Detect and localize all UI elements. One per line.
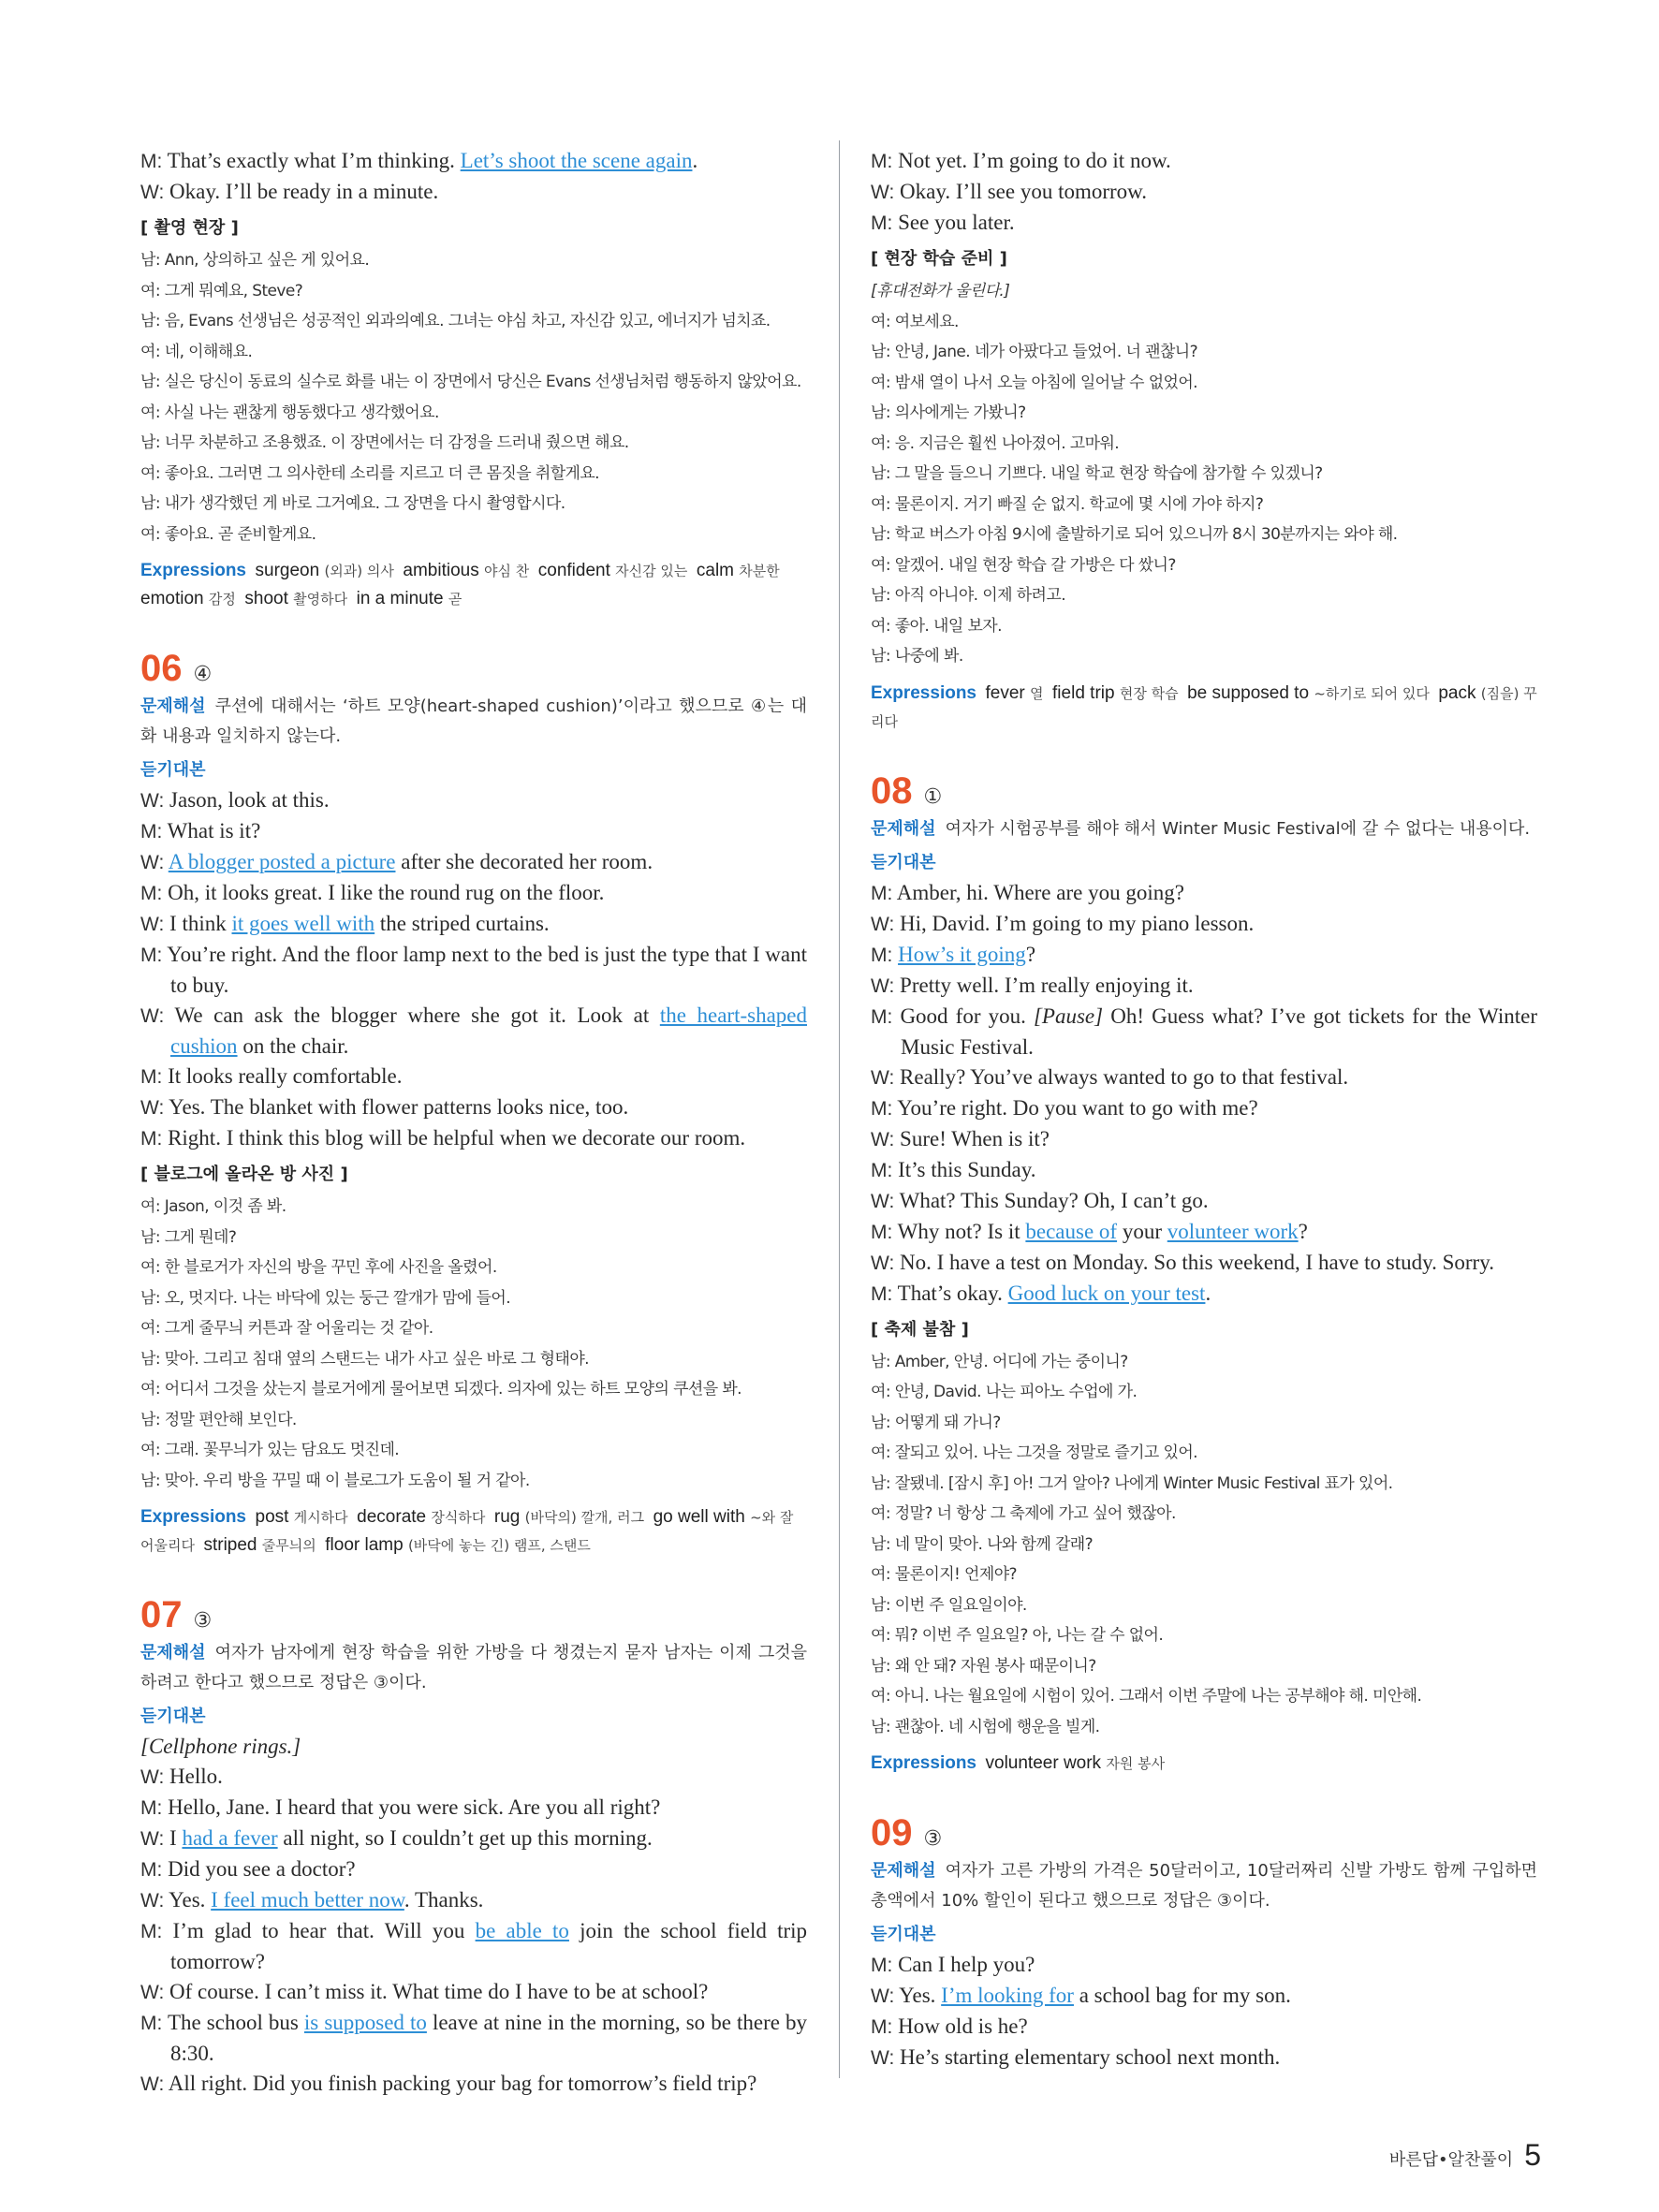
dialogue-line xyxy=(140,2008,807,2069)
stage-direction: [Pause] xyxy=(1033,1003,1104,1028)
line-text: Jason, look at this. xyxy=(164,788,330,812)
translation-heading: [ 촬영 현장 ] xyxy=(140,218,239,238)
translation xyxy=(871,307,1537,672)
expression-term: fever xyxy=(985,682,1025,703)
script-label: 듣기대본 xyxy=(140,760,206,780)
translation-line: 남: 잘됐네. [잠시 후] 아! 그거 알아? 나에게 Winter Music Festival 표가 있어. xyxy=(871,1473,1393,1493)
explanation xyxy=(140,692,807,752)
speaker: W: xyxy=(140,1097,165,1119)
speaker: W: xyxy=(871,182,895,203)
line-text: Can I help you? xyxy=(892,1953,1035,1976)
line-text: ? xyxy=(1298,1219,1308,1243)
speaker: M: xyxy=(140,1797,163,1819)
line-text: Hi, David. I’m going to my piano lesson. xyxy=(894,911,1255,935)
translation-line: 남: 정말 편안해 보인다. xyxy=(140,1410,297,1429)
expression-term: striped xyxy=(203,1535,257,1555)
dialogue-line xyxy=(871,1279,1537,1310)
expression-meaning: ~하기로 되어 있다 xyxy=(1314,684,1430,702)
line-text: Yes. xyxy=(164,1888,212,1912)
line-text: That’s exactly what I’m thinking. xyxy=(162,149,461,172)
blank-answer: it goes well with xyxy=(231,912,375,935)
translation-line: 여: 사실 나는 괜찮게 행동했다고 생각했어요. xyxy=(140,403,439,422)
translation-line: 남: 맞아. 그리고 침대 옆의 스탠드는 내가 사고 싶은 바로 그 형태야. xyxy=(140,1349,589,1369)
explanation-label: 문제해설 xyxy=(871,818,936,839)
speaker: W: xyxy=(871,1066,895,1089)
speaker: M: xyxy=(140,1921,163,1942)
translation-heading: [ 블로그에 올라온 방 사진 ] xyxy=(140,1165,348,1184)
line-text: Oh, it looks great. I like the round rug on the floor. xyxy=(162,881,605,904)
translation-line: 여: 그게 줄무늬 커튼과 잘 어울리는 것 같아. xyxy=(140,1319,433,1338)
expression-meaning: 자신감 있는 xyxy=(615,563,688,579)
dialogue-line xyxy=(871,1248,1537,1279)
translation-line: 여: 정말? 너 항상 그 축제에 가고 싶어 했잖아. xyxy=(871,1504,1176,1523)
line-text: the striped curtains. xyxy=(374,912,550,935)
translation-line: 여: Jason, 이것 좀 봐. xyxy=(140,1197,286,1216)
translation-line: 남: 나중에 봐. xyxy=(871,647,963,666)
dialogue-line xyxy=(140,816,807,847)
translation-line: 남: 이번 주 일요일이야. xyxy=(871,1595,1027,1615)
line-text: It looks really comfortable. xyxy=(162,1064,403,1088)
question-07 xyxy=(140,1593,807,2100)
speaker: M: xyxy=(140,1859,163,1881)
expression-meaning: (바닥의) 깔개, 러그 xyxy=(524,1509,645,1526)
line-text: Okay. I’ll see you tomorrow. xyxy=(894,180,1148,203)
line-text: Yes. xyxy=(894,1984,942,2007)
speaker: W: xyxy=(871,1985,895,2007)
expressions-label: Expressions xyxy=(871,682,976,703)
line-text: on the chair. xyxy=(237,1034,349,1058)
dialogue-line xyxy=(871,177,1537,208)
explanation-text: 여자가 시험공부를 해야 해서 Winter Music Festival에 갈 수 없다는 내용이다. xyxy=(945,818,1531,839)
right-column xyxy=(871,146,1537,2073)
blank-answer: A blogger posted a picture xyxy=(168,850,396,873)
translation xyxy=(140,1192,807,1496)
line-text: Hello, Jane. I heard that you were sick. Are you all right? xyxy=(162,1795,661,1819)
expression-term: confident xyxy=(537,561,610,580)
dialogue-line xyxy=(871,146,1537,177)
expression-term: emotion xyxy=(140,589,204,608)
dialogue-line xyxy=(140,177,807,208)
question-08 xyxy=(871,769,1537,1779)
line-text: ? xyxy=(1025,942,1036,966)
dialogue-line xyxy=(871,2012,1537,2043)
blank-answer: I feel much better now xyxy=(211,1888,404,1912)
line-text: Okay. I’ll be ready in a minute. xyxy=(164,180,439,203)
dialogue-line xyxy=(871,208,1537,239)
dialogue-line xyxy=(871,1217,1537,1248)
speaker: W: xyxy=(140,1005,165,1027)
line-text: See you later. xyxy=(892,211,1015,234)
expressions xyxy=(140,557,807,613)
line-text: Why not? Is it xyxy=(892,1219,1026,1243)
line-text: What? This Sunday? Oh, I can’t go. xyxy=(894,1188,1209,1212)
speaker: M: xyxy=(140,2013,163,2034)
expression-meaning: 감정 xyxy=(208,591,236,608)
expression-meaning: 곧 xyxy=(448,591,462,608)
line-text: I xyxy=(164,1826,183,1850)
speaker: W: xyxy=(140,2073,165,2095)
expressions-label: Expressions xyxy=(140,1507,246,1527)
expression-term: volunteer work xyxy=(985,1753,1102,1773)
expression-term: go well with xyxy=(653,1507,745,1527)
expression-meaning: (짐을) 꾸리다 xyxy=(871,684,1537,730)
footer-title: 바른답•알찬풀이 xyxy=(1388,2150,1514,2170)
expression-term: field trip xyxy=(1052,682,1115,703)
dialogue-line xyxy=(140,146,807,177)
dialogue-line xyxy=(140,878,807,909)
answer-mark: ③ xyxy=(923,1827,943,1851)
translation-line: 여: 물론이지! 언제야? xyxy=(871,1565,1017,1584)
translation-line: 여: 잘되고 있어. 나는 그것을 정말로 즐기고 있어. xyxy=(871,1443,1197,1462)
line-text: The school bus xyxy=(162,2011,304,2034)
translation-line: 남: 학교 버스가 아침 9시에 출발하기로 되어 있으니까 8시 30분까지는 와야 해. xyxy=(871,525,1398,544)
line-text: . Thanks. xyxy=(404,1888,484,1912)
translation-line: 남: 네 말이 맞아. 나와 함께 갈래? xyxy=(871,1534,1094,1554)
line-text: Sure! When is it? xyxy=(894,1126,1050,1150)
translation-line: 남: 맞아. 우리 방을 꾸밀 때 이 블로그가 도움이 될 거 같아. xyxy=(140,1471,530,1490)
translation-line: 여: 한 블로거가 자신의 방을 꾸민 후에 사진을 올렸어. xyxy=(140,1258,497,1277)
line-text: We can ask the blogger where she got it. Look at xyxy=(164,1003,660,1027)
translation-line: 여: 그래. 꽃무늬가 있는 담요도 멋진데. xyxy=(140,1441,400,1459)
expression-meaning: (외과) 의사 xyxy=(324,563,394,579)
translation-line: 여: 물론이지. 거기 빠질 순 없지. 학교에 몇 시에 가야 하지? xyxy=(871,494,1264,514)
dialogue-line xyxy=(871,1981,1537,2012)
dialogue-line xyxy=(140,1916,807,1977)
line-text: Not yet. I’m going to do it now. xyxy=(892,149,1171,172)
expressions xyxy=(871,680,1537,736)
explanation xyxy=(871,1856,1537,1916)
dialogue-line xyxy=(871,1093,1537,1124)
line-text: That’s okay. xyxy=(892,1281,1008,1305)
explanation-text: 쿠션에 대해서는 ‘하트 모양(heart-shaped cushion)’이라고 했으므로 ④는 대화 내용과 일치하지 않는다. xyxy=(140,696,807,746)
translation xyxy=(140,245,807,549)
blank-answer: the heart-shaped cushion xyxy=(170,1003,807,1058)
answer-mark: ③ xyxy=(193,1609,213,1633)
dialogue-line xyxy=(871,1002,1537,1062)
speaker: W: xyxy=(871,1190,895,1212)
translation-line: 여: 아니. 나는 월요일에 시험이 있어. 그래서 이번 주말에 나는 공부해야 해. 미안해. xyxy=(871,1687,1422,1706)
translation-heading: [ 축제 불참 ] xyxy=(871,1319,969,1340)
dialogue-line xyxy=(140,940,807,1001)
expression-term: in a minute xyxy=(356,589,444,608)
top-dialogue xyxy=(871,146,1537,239)
speaker: M: xyxy=(140,945,163,966)
dialogue-line xyxy=(871,878,1537,909)
blank-answer: be able to xyxy=(475,1919,569,1942)
expression-meaning: 게시하다 xyxy=(293,1509,348,1526)
expression-term: ambitious xyxy=(403,561,479,580)
dialogue xyxy=(140,785,807,1154)
question-number: 09 xyxy=(871,1812,913,1853)
speaker: W: xyxy=(871,2047,895,2069)
column-divider xyxy=(839,140,840,2078)
dialogue xyxy=(140,1762,807,2100)
top-dialogue xyxy=(140,146,807,208)
line-text: Pretty well. I’m really enjoying it. xyxy=(894,973,1194,997)
translation xyxy=(871,1347,1537,1743)
line-text: He’s starting elementary school next month. xyxy=(894,2045,1281,2069)
speaker: M: xyxy=(871,2016,893,2038)
script-label: 듣기대본 xyxy=(871,852,936,872)
line-text: What is it? xyxy=(162,819,261,842)
line-text: leave at nine in the morning, so be there by 8:30. xyxy=(170,2011,808,2065)
dialogue-line xyxy=(871,2043,1537,2073)
line-text: You’re right. Do you want to go with me? xyxy=(892,1095,1258,1120)
dialogue-line xyxy=(871,1950,1537,1981)
expression-meaning: 열 xyxy=(1030,684,1044,702)
answer-mark: ① xyxy=(923,784,943,809)
speaker: M: xyxy=(871,1282,893,1305)
translation-line: 남: 실은 당신이 동료의 실수로 화를 내는 이 장면에서 당신은 Evans 선생님처럼 행동하지 않았어요. xyxy=(140,373,801,391)
dialogue-line xyxy=(140,1885,807,1916)
line-text: How old is he? xyxy=(892,2014,1028,2038)
question-number: 08 xyxy=(871,769,913,812)
question-06 xyxy=(140,647,807,1560)
expression-meaning: (바닥에 놓는 긴) 램프, 스탠드 xyxy=(407,1537,591,1554)
dialogue-line xyxy=(871,909,1537,940)
speaker: W: xyxy=(871,1128,895,1150)
dialogue-line xyxy=(140,1854,807,1885)
line-text: Hello. xyxy=(164,1765,223,1788)
line-text: Right. I think this blog will be helpful when we decorate our room. xyxy=(162,1126,746,1150)
translation-line: 남: Amber, 안녕. 어디에 가는 중이니? xyxy=(871,1352,1128,1371)
line-text: . xyxy=(692,149,698,172)
translation-line: 남: 오, 멋지다. 나는 바닥에 있는 둥근 깔개가 맘에 들어. xyxy=(140,1288,511,1308)
line-text: your xyxy=(1117,1219,1167,1243)
translation-line: 여: 좋아요. 곧 준비할게요. xyxy=(140,524,316,544)
speaker: W: xyxy=(871,913,895,935)
dialogue-line xyxy=(140,1977,807,2008)
speaker: M: xyxy=(871,1005,893,1028)
translation-line: 여: 밤새 열이 나서 오늘 아침에 일어날 수 없었어. xyxy=(871,373,1197,392)
translation-line: 남: 아직 아니야. 이제 하려고. xyxy=(871,586,1065,605)
dialogue-line xyxy=(140,2069,807,2100)
translation-line: 남: 괜찮아. 네 시험에 행운을 빌게. xyxy=(871,1717,1100,1736)
translation-line: 여: 안녕, David. 나는 피아노 수업에 가. xyxy=(871,1383,1138,1401)
translation-line: 여: 좋아요. 그러면 그 의사한테 소리를 지르고 더 큰 몸짓을 취할게요. xyxy=(140,463,599,483)
line-text: Amber, hi. Where are you going? xyxy=(892,880,1184,904)
expression-meaning: ~와 잘 어울리다 xyxy=(140,1509,794,1554)
line-text: You’re right. And the floor lamp next to the bed is just the type that I want to buy. xyxy=(162,943,807,997)
speaker: W: xyxy=(140,914,165,935)
dialogue-line xyxy=(140,1092,807,1123)
dialogue xyxy=(871,1950,1537,2073)
line-text: All right. Did you finish packing your bag for tomorrow’s field trip? xyxy=(164,2072,757,2095)
speaker: W: xyxy=(871,1252,895,1274)
line-text: after she decorated her room. xyxy=(395,850,653,873)
speaker: W: xyxy=(140,1766,165,1788)
dialogue-line xyxy=(140,1793,807,1824)
expression-term: surgeon xyxy=(255,561,320,580)
dialogue-line xyxy=(140,1824,807,1854)
speaker: M: xyxy=(140,1128,163,1150)
translation-line: 여: 그게 뭐예요, Steve? xyxy=(140,281,303,300)
explanation xyxy=(140,1638,807,1698)
speaker: W: xyxy=(140,1828,165,1850)
speaker: M: xyxy=(140,1066,163,1088)
speaker: M: xyxy=(871,212,893,234)
speaker: W: xyxy=(871,974,895,997)
answer-mark: ④ xyxy=(193,663,213,686)
expression-term: be supposed to xyxy=(1187,682,1310,703)
blank-answer: Let’s shoot the scene again xyxy=(460,149,693,172)
speaker: M: xyxy=(871,944,893,966)
expression-meaning: 자원 봉사 xyxy=(1106,1755,1166,1772)
dialogue-line xyxy=(140,1001,807,1062)
script-label: 듣기대본 xyxy=(140,1707,206,1726)
expression-term: pack xyxy=(1438,682,1476,703)
dialogue-line xyxy=(871,1062,1537,1093)
left-column xyxy=(140,146,807,2100)
explanation xyxy=(871,814,1537,844)
dialogue-line xyxy=(871,971,1537,1002)
speaker: W: xyxy=(140,182,165,203)
blank-answer: volunteer work xyxy=(1167,1219,1299,1243)
line-text: . xyxy=(1205,1281,1211,1305)
expressions xyxy=(140,1503,807,1560)
script-label: 듣기대본 xyxy=(871,1925,936,1944)
question-09 xyxy=(871,1811,1537,2073)
translation-cue: [휴대전화가 울린다.] xyxy=(871,282,1010,300)
question-number: 07 xyxy=(140,1594,183,1635)
translation-line: 남: 의사에게는 가봤니? xyxy=(871,403,1026,422)
expression-term: calm xyxy=(696,561,734,580)
question-number: 06 xyxy=(140,648,183,689)
translation-heading: [ 현장 학습 준비 ] xyxy=(871,249,1007,269)
speaker: M: xyxy=(140,883,163,904)
dialogue-line xyxy=(871,1186,1537,1217)
dialogue-line xyxy=(140,847,807,878)
line-text: a school bag for my son. xyxy=(1073,1984,1291,2007)
explanation-label: 문제해설 xyxy=(140,1643,206,1663)
expression-meaning: 차분한 xyxy=(739,563,780,579)
explanation-label: 문제해설 xyxy=(871,1861,936,1881)
translation-line: 남: 그게 뭔데? xyxy=(140,1227,237,1247)
expressions-label: Expressions xyxy=(871,1753,976,1773)
expression-term: decorate xyxy=(357,1507,427,1527)
line-text: I think xyxy=(164,912,232,935)
speaker: W: xyxy=(140,790,165,812)
expression-meaning: 줄무늬의 xyxy=(261,1537,316,1554)
line-text: Did you see a doctor? xyxy=(162,1857,356,1881)
expression-term: post xyxy=(255,1507,289,1527)
line-text: No. I have a test on Monday. So this weekend, I have to study. Sorry. xyxy=(894,1250,1494,1274)
line-text: Good for you. xyxy=(892,1003,1034,1028)
line-text: join the school field trip tomorrow? xyxy=(170,1919,808,1973)
explanation-label: 문제해설 xyxy=(140,696,206,716)
expression-term: rug xyxy=(493,1507,521,1527)
expression-meaning: 야심 찬 xyxy=(484,563,530,579)
speaker: M: xyxy=(140,821,163,842)
blank-answer: is supposed to xyxy=(303,2011,427,2034)
line-text: Of course. I can’t miss it. What time do I have to be at school? xyxy=(164,1980,709,2003)
translation-line: 여: 좋아. 내일 보자. xyxy=(871,616,1002,636)
translation-line: 여: 네, 이해해요. xyxy=(140,342,253,361)
translation-line: 여: 응. 지금은 훨씬 나아졌어. 고마워. xyxy=(871,433,1120,453)
blank-answer: How’s it going xyxy=(898,942,1026,966)
speaker: W: xyxy=(140,852,165,873)
explanation-text: 여자가 남자에게 현장 학습을 위한 가방을 다 챙겼는지 묻자 남자는 이제 그것을 하려고 한다고 했으므로 정답은 ③이다. xyxy=(140,1643,807,1692)
translation-line: 남: 너무 차분하고 조용했죠. 이 장면에서는 더 감정을 드러내 줬으면 해요. xyxy=(140,433,629,452)
speaker: M: xyxy=(871,1097,893,1120)
translation-line: 여: 어디서 그것을 샀는지 블로거에게 물어보면 되겠다. 의자에 있는 하트 모양의 쿠션을 봐. xyxy=(140,1380,741,1399)
dialogue-line xyxy=(140,785,807,816)
speaker: W: xyxy=(140,1890,165,1912)
translation-line: 남: Ann, 상의하고 싶은 게 있어요. xyxy=(140,251,370,270)
translation-line: 남: 음, Evans 선생님은 성공적인 외과의예요. 그녀는 야심 차고, 자신감 있고, 에너지가 넘치죠. xyxy=(140,312,771,330)
expression-term: floor lamp xyxy=(325,1535,404,1555)
dialogue-line xyxy=(871,1155,1537,1186)
line-text: Oh! Guess what? I’ve got tickets for the Winter Music Festival. xyxy=(901,1003,1537,1059)
stage-cue: [Cellphone rings.] xyxy=(140,1735,301,1758)
line-text: Yes. The blanket with flower patterns looks nice, too. xyxy=(164,1095,629,1119)
speaker: M: xyxy=(871,882,893,904)
expressions xyxy=(871,1750,1537,1778)
dialogue-line xyxy=(871,1124,1537,1155)
expression-meaning: 장식하다 xyxy=(431,1509,486,1526)
line-text: I’m glad to hear that. Will you xyxy=(162,1919,476,1942)
dialogue-line xyxy=(140,1062,807,1092)
translation-line: 남: 안녕, Jane. 네가 아팠다고 들었어. 너 괜찮니? xyxy=(871,343,1198,361)
translation-line: 남: 내가 생각했던 게 바로 그거예요. 그 장면을 다시 촬영합시다. xyxy=(140,494,565,513)
speaker: M: xyxy=(871,1221,893,1243)
translation-line: 남: 그 말을 들으니 기쁘다. 내일 학교 현장 학습에 참가할 수 있겠니? xyxy=(871,464,1323,483)
blank-answer: had a fever xyxy=(182,1826,278,1850)
dialogue-line xyxy=(140,909,807,940)
translation-line: 여: 알겠어. 내일 현장 학습 갈 가방은 다 쌌니? xyxy=(871,555,1176,575)
translation-line: 여: 여보세요. xyxy=(871,312,959,331)
expression-term: shoot xyxy=(244,589,288,608)
page-number: 5 xyxy=(1524,2138,1541,2172)
translation-line: 여: 뭐? 이번 주 일요일? 아, 나는 갈 수 없어. xyxy=(871,1626,1164,1645)
expression-meaning: 촬영하다 xyxy=(293,591,348,608)
speaker: W: xyxy=(140,1982,165,2003)
translation-line: 남: 왜 안 돼? 자원 봉사 때문이니? xyxy=(871,1656,1096,1676)
translation-line: 남: 어떻게 돼 가니? xyxy=(871,1413,1001,1432)
explanation-text: 여자가 고른 가방의 가격은 50달러이고, 10달러짜리 신발 가방도 함께 구입하면 총액에서 10% 할인이 된다고 했으므로 정답은 ③이다. xyxy=(871,1861,1537,1911)
speaker: M: xyxy=(140,151,163,172)
line-text: all night, so I couldn’t get up this morning. xyxy=(277,1826,653,1850)
line-text: It’s this Sunday. xyxy=(892,1157,1036,1181)
dialogue-line xyxy=(140,1762,807,1793)
blank-answer: Good luck on your test xyxy=(1007,1281,1206,1305)
speaker: M: xyxy=(871,151,893,172)
dialogue-line xyxy=(871,940,1537,971)
line-text: Really? You’ve always wanted to go to that festival. xyxy=(894,1064,1349,1089)
page-footer xyxy=(1389,2138,1541,2173)
expression-meaning: 현장 학습 xyxy=(1119,684,1179,702)
expressions-label: Expressions xyxy=(140,561,246,580)
speaker: M: xyxy=(871,1159,893,1181)
blank-answer: I’m looking for xyxy=(941,1984,1074,2007)
speaker: M: xyxy=(871,1955,893,1976)
dialogue-line xyxy=(140,1123,807,1154)
blank-answer: because of xyxy=(1025,1219,1118,1243)
dialogue xyxy=(871,878,1537,1310)
